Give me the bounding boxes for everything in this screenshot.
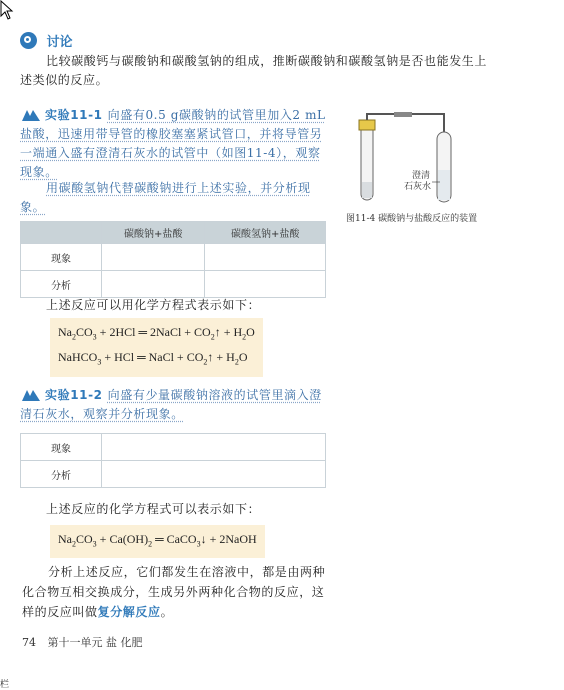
table-row-label: 现象	[21, 434, 102, 461]
apparatus-figure	[348, 112, 468, 208]
mouse-cursor-icon	[0, 0, 14, 20]
page-number: 74	[22, 636, 36, 649]
exp1-label: 实验11-1	[45, 108, 103, 122]
exp1-intro: 上述反应可以用化学方程式表示如下：	[46, 298, 261, 312]
experiment-icon	[20, 388, 42, 403]
table-row-label: 分析	[21, 461, 102, 488]
equation-1: $Na_2CO_3 + 2HCl$ ═ 2NaCl + $CO_2↑ + H_2O$	[58, 325, 255, 342]
chapter-title: 第十一单元 盐 化肥	[47, 636, 143, 649]
conclusion-text	[22, 562, 328, 622]
table-col-header: 碳酸氢钠+盐酸	[205, 222, 326, 244]
conclusion-end: 。	[160, 605, 174, 619]
figure-caption: 图11-4 碳酸钠与盐酸反应的装置	[346, 214, 478, 224]
discuss-icon	[20, 32, 37, 49]
table-cell	[205, 271, 326, 298]
table-row-label: 分析	[21, 271, 102, 298]
equation-3: $Na_2CO_3 + Ca(OH)_2$ ═ CaCO$_3$↓ + 2NaOH	[58, 532, 257, 549]
exp2-text	[20, 386, 332, 424]
experiment-icon	[20, 108, 42, 123]
discuss-heading	[20, 31, 73, 50]
exp2-table	[20, 433, 326, 488]
table-cell	[102, 461, 326, 488]
exp1-text2	[20, 179, 332, 217]
conclusion-body: 分析上述反应，它们都发生在溶液中，都是由两种化合物互相交换成分，生成另外两种化合物的反应，这样的反应叫做	[22, 565, 326, 619]
discuss-title: 讨论	[46, 35, 73, 50]
exp1-table	[20, 221, 326, 298]
exp2-description: 向盛有少量碳酸钠溶液的试管里滴入澄清石灰水，观察并分析现象。	[20, 388, 322, 421]
bottom-strip-label: 栏	[0, 680, 10, 690]
table-row-label: 现象	[21, 244, 102, 271]
table-cell	[205, 244, 326, 271]
figure-label-1: 澄清	[412, 171, 431, 181]
equation-box-2	[50, 525, 265, 558]
exp1-description: 向盛有0.5 g碳酸钠的试管里加入2 mL盐酸，迅速用带导管的橡胶塞塞紧试管口，并将导管另一端通入盛有澄清石灰水的试管中（如图11-4），观察现象。	[20, 108, 326, 179]
discuss-text: 比较碳酸钙与碳酸钠和碳酸氢钠的组成，推断碳酸钠和碳酸氢钠是否也能发生上述类似的反应。	[20, 54, 488, 87]
table-cell	[102, 244, 205, 271]
equation-2: NaHCO$_3$ + HCl ═ NaCl + $CO_2↑ + H_2O$	[58, 350, 248, 367]
table-cell	[102, 434, 326, 461]
equation-box-1	[50, 318, 263, 377]
table-cell	[102, 271, 205, 298]
key-term: 复分解反应	[97, 605, 161, 619]
page-footer	[22, 634, 143, 650]
exp1-text	[20, 106, 332, 182]
table-corner	[21, 222, 102, 244]
table-col-header: 碳酸钠+盐酸	[102, 222, 205, 244]
exp2-intro: 上述反应的化学方程式可以表示如下：	[46, 502, 261, 516]
exp1-description-2: 用碳酸氢钠代替碳酸钠进行上述实验，并分析现象。	[20, 181, 311, 214]
figure-label-2: 石灰水	[404, 182, 432, 192]
exp2-label: 实验11-2	[45, 388, 103, 402]
